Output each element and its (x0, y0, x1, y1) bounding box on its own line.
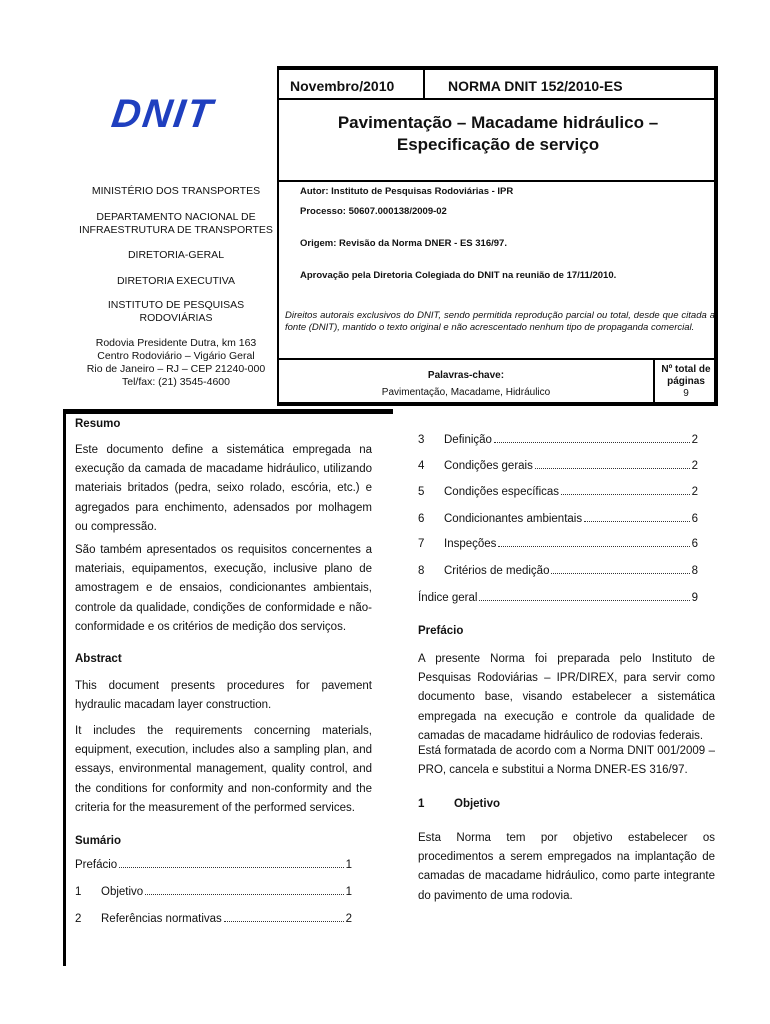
total-pages-label (657, 364, 715, 388)
toc-label: Índice geral (418, 592, 478, 604)
keywords-divider (653, 358, 655, 406)
departamento (78, 211, 274, 237)
toc-leader (498, 538, 689, 547)
toc-page: 2 (691, 434, 698, 446)
abstract-paragraph-2: It includes the requirements concerning materials, equipment, execution, includes also a sampling plan, and essays, environmental management, quality control, and the conditions for conformity and non-conformity and the criteria for the measurement of the performed services. (75, 725, 372, 814)
norma-number: NORMA DNIT 152/2010-ES (448, 78, 623, 94)
diretoria-geral: DIRETORIA-GERAL (127, 249, 225, 261)
document-date: Novembro/2010 (290, 78, 395, 94)
toc-leader (119, 859, 343, 868)
total-pages-value: 9 (683, 388, 689, 399)
sumario-heading: Sumário (75, 835, 122, 847)
prefacio-paragraph-1: A presente Norma foi preparada pelo Instituto de Pesquisas Rodoviárias – IPR/DIREX, para servir como documento base, visando estabelecer a sistemática empregada na execução e controle da qualidade de camadas de macadame hidráulico de rodovias federais. (418, 653, 715, 742)
toc-number: 6 (418, 513, 425, 525)
body-left-rule (63, 409, 66, 966)
toc-item-definicao[interactable] (418, 434, 698, 446)
prefacio-paragraph-2: Está formatada de acordo com a Norma DNIT 001/2009 – PRO, cancela e substitui a Norma DNER-ES 316/97. (418, 745, 715, 777)
toc-leader (584, 513, 690, 522)
diretoria-executiva: DIRETORIA EXECUTIVA (116, 275, 236, 287)
instituto (78, 299, 274, 325)
dnit-logo: DNIT (108, 92, 217, 136)
toc-leader (561, 486, 690, 495)
toc-page: 6 (691, 538, 698, 550)
aprovacao: Aprovação pela Diretoria Colegiada do DNIT na reunião de 17/11/2010. (300, 270, 617, 281)
toc-item-condicionantes[interactable] (418, 513, 698, 525)
address (78, 337, 274, 389)
toc-leader (224, 913, 344, 922)
toc-leader (535, 460, 690, 469)
toc-number: 1 (75, 886, 82, 898)
departamento-line-2: INFRAESTRUTURA DE TRANSPORTES (79, 224, 273, 236)
prefacio-heading: Prefácio (418, 625, 464, 637)
toc-label: Condições gerais (444, 460, 533, 472)
toc-item-criterios[interactable] (418, 565, 698, 577)
toc-number: 2 (75, 913, 82, 925)
toc-leader (551, 565, 689, 574)
abstract-heading: Abstract (75, 653, 122, 665)
toc-item-objetivo[interactable] (75, 886, 352, 898)
body-top-rule (63, 409, 393, 414)
objetivo-number: 1 (418, 798, 425, 810)
objetivo-paragraph: Esta Norma tem por objetivo estabelecer os procedimentos a serem empregados na implantação de camadas de macadame hidráulico, como parte integrante do pavimento de uma rodovia. (418, 832, 715, 902)
toc-page: 9 (691, 592, 698, 604)
toc-page: 2 (691, 460, 698, 472)
toc-label: Condicionantes ambientais (444, 513, 583, 525)
address-line-4: Tel/fax: (21) 3545-4600 (122, 376, 230, 388)
toc-leader (479, 592, 689, 601)
header-divider (423, 66, 425, 100)
toc-label: Definição (444, 434, 492, 446)
address-line-2: Centro Rodoviário – Vigário Geral (97, 350, 255, 362)
keywords-value: Pavimentação, Macadame, Hidráulico (381, 387, 551, 398)
copyright-notice: Direitos autorais exclusivos do DNIT, sendo permitida reprodução parcial ou total, desde que citada a fonte (DNIT), mantido o texto original e não acrescentado nenhum tipo de propaganda comercial. (285, 310, 715, 333)
autor: Autor: Instituto de Pesquisas Rodoviárias - IPR (300, 186, 514, 197)
toc-item-condicoes-especificas[interactable] (418, 486, 698, 498)
toc-label: Objetivo (101, 886, 144, 898)
total-pages-label-2: páginas (667, 376, 705, 387)
toc-item-inspecoes[interactable] (418, 538, 698, 550)
instituto-line-1: INSTITUTO DE PESQUISAS (107, 299, 245, 311)
toc-label: Inspeções (444, 538, 497, 550)
toc-item-referencias[interactable] (75, 913, 352, 925)
toc-leader (145, 886, 343, 895)
ministerio: MINISTÉRIO DOS TRANSPORTES (91, 185, 261, 197)
total-pages-label-1: Nº total de (661, 364, 711, 375)
instituto-line-2: RODOVIÁRIAS (139, 312, 213, 324)
resumo-paragraph-1: Este documento define a sistemática empregada na execução da camada de macadame hidráulico, utilizando materiais britados (pedra, seixo rolado, escória, etc.) e agregados para enchimento, adensados por molhagem ou compressão. (75, 444, 372, 533)
resumo-heading: Resumo (75, 418, 121, 430)
toc-number: 5 (418, 486, 425, 498)
toc-label: Prefácio (75, 859, 118, 871)
toc-item-indice[interactable] (418, 592, 698, 604)
departamento-line-1: DEPARTAMENTO NACIONAL DE (96, 211, 256, 223)
keywords-label: Palavras-chave: (427, 370, 505, 381)
objetivo-heading: Objetivo (454, 798, 501, 810)
address-line-1: Rodovia Presidente Dutra, km 163 (95, 337, 257, 349)
toc-number: 7 (418, 538, 425, 550)
toc-label: Condições específicas (444, 486, 560, 498)
processo: Processo: 50607.000138/2009-02 (300, 206, 447, 217)
toc-number: 4 (418, 460, 425, 472)
toc-page: 2 (345, 913, 352, 925)
resumo-paragraph-2: São também apresentados os requisitos concernentes a materiais, equipamentos, execução, inclusive plano de amostragem e de ensaios, condicionantes ambientais, controle da qualidade, condições de conformidade e não-conformidade e os critérios de medição dos serviços. (75, 544, 372, 633)
toc-number: 3 (418, 434, 425, 446)
document-title (283, 112, 713, 156)
title-divider (277, 180, 718, 182)
abstract-paragraph-1: This document presents procedures for pavement hydraulic macadam layer construction. (75, 680, 372, 712)
toc-label: Referências normativas (101, 913, 222, 925)
toc-page: 6 (691, 513, 698, 525)
toc-number: 8 (418, 565, 425, 577)
title-line-2: Especificação de serviço (396, 135, 600, 154)
toc-label: Critérios de medição (444, 565, 550, 577)
toc-item-condicoes-gerais[interactable] (418, 460, 698, 472)
toc-item-prefacio[interactable] (75, 859, 352, 871)
toc-page: 1 (345, 859, 352, 871)
title-line-1: Pavimentação – Macadame hidráulico – (337, 113, 659, 132)
address-line-3: Rio de Janeiro – RJ – CEP 21240-000 (86, 363, 266, 375)
toc-page: 8 (691, 565, 698, 577)
origem: Origem: Revisão da Norma DNER - ES 316/97. (300, 238, 507, 249)
toc-page: 1 (345, 886, 352, 898)
keywords-box (277, 358, 718, 406)
toc-page: 2 (691, 486, 698, 498)
toc-leader (494, 434, 690, 443)
